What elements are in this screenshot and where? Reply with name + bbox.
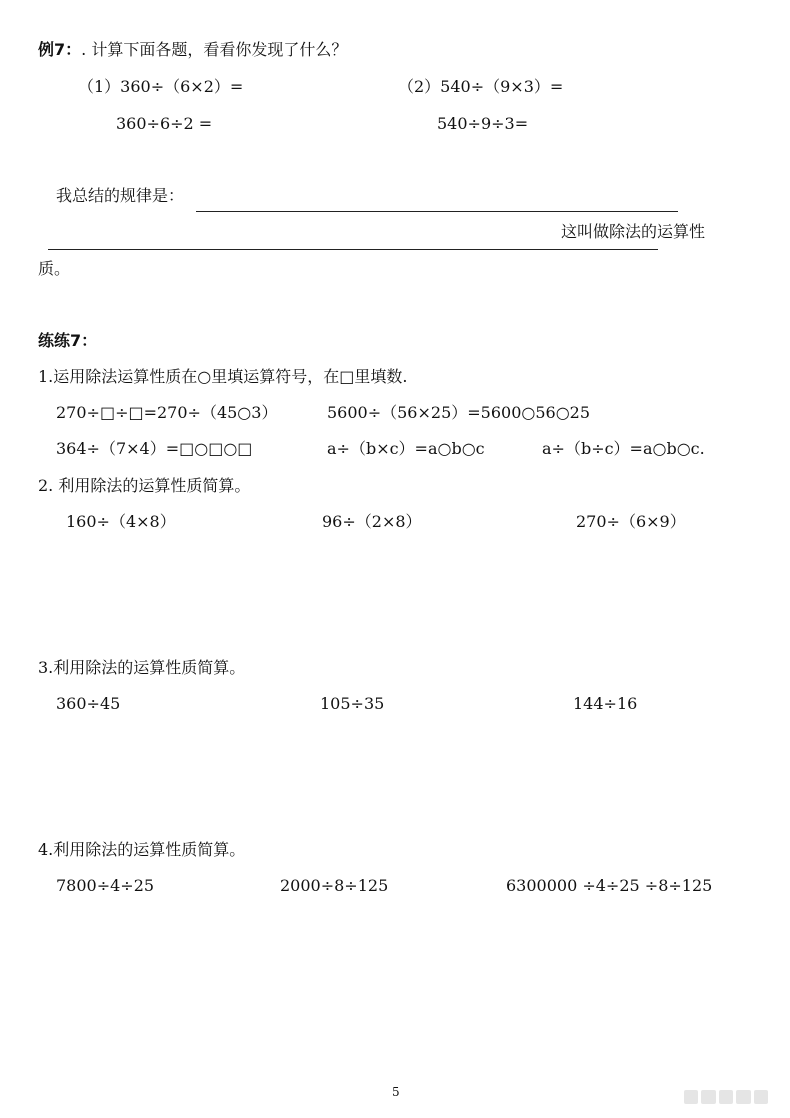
practice-q2-item: 270÷（6×9） bbox=[576, 512, 686, 531]
example-label: 例7： bbox=[38, 40, 82, 59]
practice-q1-item: 5600÷（56×25）=5600○56○25 bbox=[327, 403, 591, 422]
practice-q3-item: 144÷16 bbox=[573, 694, 638, 713]
example-q1-line1: （1）360÷（6×2）= bbox=[78, 77, 244, 96]
practice-q4-prompt: 4.利用除法的运算性质简算。 bbox=[38, 840, 246, 859]
practice-q4-item: 2000÷8÷125 bbox=[280, 876, 389, 895]
practice-q1-prompt: 1.运用除法运算性质在○里填运算符号，在□里填数. bbox=[38, 367, 408, 386]
watermark-logo bbox=[684, 1090, 768, 1104]
practice-q2-item: 96÷（2×8） bbox=[322, 512, 422, 531]
practice-q1-item: a÷（b×c）=a○b○c bbox=[327, 439, 485, 458]
practice-q4-item: 7800÷4÷25 bbox=[56, 876, 155, 895]
practice-q2-item: 160÷（4×8） bbox=[66, 512, 176, 531]
practice-title: 练练7： bbox=[38, 331, 98, 350]
example-q2-line2: 540÷9÷3= bbox=[437, 114, 529, 133]
practice-q3-item: 360÷45 bbox=[56, 694, 121, 713]
example-header bbox=[38, 42, 347, 58]
rule-label: 我总结的规律是： bbox=[56, 186, 185, 205]
rule-answer-line-1 bbox=[196, 211, 678, 212]
practice-q1-item: a÷（b÷c）=a○b○c. bbox=[542, 439, 705, 458]
practice-q3-prompt: 3.利用除法的运算性质简算。 bbox=[38, 658, 246, 677]
practice-q1-item: 364÷（7×4）=□○□○□ bbox=[56, 439, 253, 458]
practice-q1-item: 270÷□÷□=270÷（45○3） bbox=[56, 403, 278, 422]
rule-end: 质。 bbox=[38, 259, 71, 278]
example-q1-line2: 360÷6÷2 = bbox=[116, 114, 213, 133]
practice-q4-item: 6300000 ÷4÷25 ÷8÷125 bbox=[506, 876, 713, 895]
example-q2-line1: （2）540÷（9×3）= bbox=[398, 77, 564, 96]
practice-q2-prompt: 2. 利用除法的运算性质简算。 bbox=[38, 476, 251, 495]
practice-q3-item: 105÷35 bbox=[320, 694, 385, 713]
example-prompt: . 计算下面各题，看看你发现了什么？ bbox=[81, 40, 348, 59]
rule-answer-line-2 bbox=[48, 249, 658, 250]
page-number: 5 bbox=[392, 1085, 400, 1099]
rule-suffix: 这叫做除法的运算性 bbox=[561, 222, 706, 241]
